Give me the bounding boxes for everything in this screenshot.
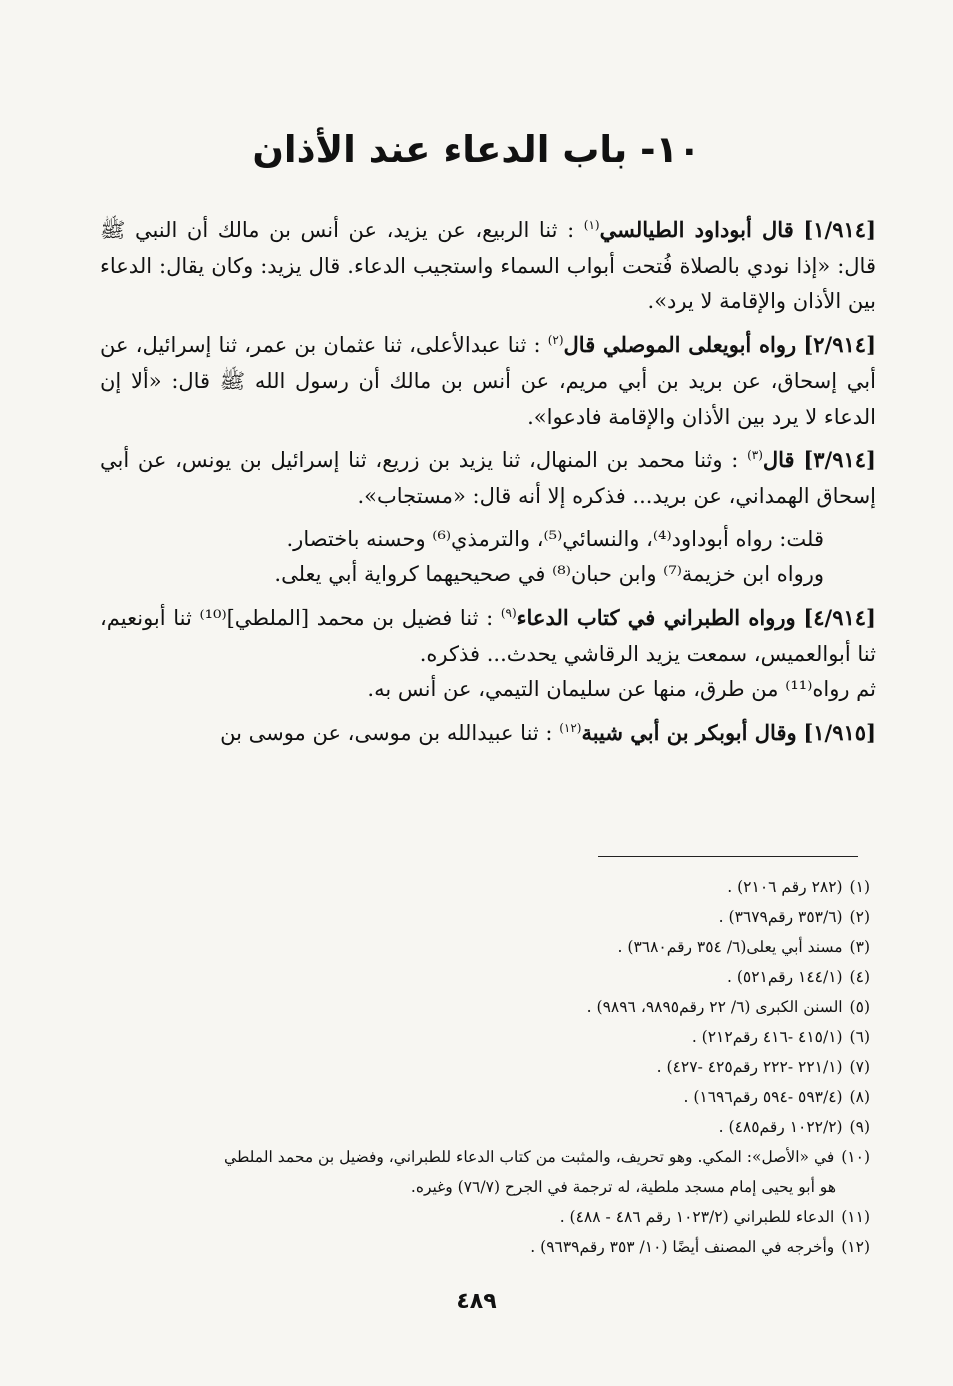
hadith-paragraph-4 [100,600,876,672]
hadith-paragraph-3 [100,442,876,514]
hadith-number: [١/٩١٤] [803,217,877,242]
hadith-paragraph-1 [100,212,876,320]
footnote [100,902,870,932]
footnote-text: الدعاء للطبراني (١٠٢٣/٢ رقم ٤٨٦ - ٤٨٨) . [559,1208,835,1226]
footnote-number: (٢) [849,908,870,926]
footnote [100,1082,870,1112]
hadith-number: [١/٩١٥] [803,720,876,746]
footnote-number: (١٢) [841,1238,870,1256]
hadith-paragraph-2 [100,327,876,435]
qultu-line-2: ورواه ابن خزيمة⁽⁷⁾ وابن حبان⁽⁸⁾ في صحيحيهما كرواية أبي يعلى. [274,562,824,587]
hadith-text: : وثنا محمد بن المنهال، ثنا يزيد بن زريع، ثنا إسرائيل بن يونس، عن أبي إسحاق الهمداني، عن بريد... فذكره إلا أنه قال: «مستجاب». [100,448,876,508]
footnote [100,1232,870,1262]
footnote [100,992,870,1022]
footnote-text: (١٤٤/١ رقم٥٢١) . [726,968,843,986]
qultu-line-1: قلت: رواه أبوداود⁽⁴⁾، والنسائي⁽⁵⁾، والترمذي⁽⁶⁾ وحسنه باختصار. [286,526,824,551]
main-text [100,212,876,759]
hadith-number: [٢/٩١٤] [803,332,876,358]
footnote-number: (١٠) [841,1148,870,1166]
footnote-text: (٤١٥/١ -٤١٦ رقم٢١٢) . [691,1028,843,1046]
footnote-number: (٨) [849,1088,870,1106]
footnote [100,1022,870,1052]
footnote [100,1202,870,1232]
footnote [100,1112,870,1142]
footnote-number: (٦) [849,1028,870,1046]
footnote-text: وأخرجه في المصنف أيضًا (١٠/ ٣٥٣ رقم٩٦٣٩) . [530,1238,835,1256]
footnote-ref: (٩) [500,606,517,621]
thumma-line: ثم رواه⁽¹¹⁾ من طرق، منها عن سليمان التيمي، عن أنس به. [367,677,876,702]
footnote-text: في «الأصل»: المكي. وهو تحريف، والمثبت من كتاب الدعاء للطبراني، وفضيل بن محمد الملطي [224,1148,835,1166]
footnote-ref: (٣) [747,448,763,463]
footnote-ref: (١٢) [559,721,582,736]
hadith-source: قال أبوداود الطيالسي [599,217,794,242]
footnote-number: (٤) [849,968,870,986]
chapter-title: ١٠- باب الدعاء عند الأذان [252,128,701,171]
footnote-text: (٢٨٢ رقم ٢١٠٦) . [727,878,843,896]
footnote-continuation: هو أبو يحيى إمام مسجد ملطية، له ترجمة في الجرح (٧٦/٧) وغيره. [410,1178,836,1196]
footnote-text: (٢٢١/١ -٢٢٢ رقم٤٢٥ -٤٢٧) . [656,1058,843,1076]
footnote-number: (١١) [841,1208,870,1226]
footnote [100,932,870,962]
footnotes [100,872,870,1262]
footnote-number: (٩) [849,1118,870,1136]
hadith-text: : ثنا الربيع، عن يزيد، عن أنس بن مالك أن النبي ﷺ قال: «إذا نودي بالصلاة فُتحت أبواب السماء واستجيب الدعاء. قال يزيد: وكان يقال: الدعاء بين الأذان والإقامة لا يرد». [100,218,876,314]
hadith-text: : ثنا فضيل بن محمد [الملطي]⁽¹⁰⁾ ثنا أبونعيم، ثنا أبوالعميس، سمعت يزيد الرقاشي يحدث... فذكره. [100,606,876,666]
page-number: ٤٨٩ [456,1289,497,1314]
footnote [100,962,870,992]
hadith-source: رواه أبويعلى الموصلي قال [563,332,797,358]
hadith-text: : ثنا عبيدالله بن موسى، عن موسى بن [220,721,553,746]
hadith-paragraph-5 [100,715,876,752]
footnote-text: (١٠٢٢/٢ رقم٤٨٥) . [718,1118,843,1136]
footnote-ref: (١) [583,218,600,232]
footnote-text: السنن الكبرى (٦/ ٢٢ رقم٩٨٩٥، ٩٨٩٦) . [586,998,843,1016]
footnote-separator [598,856,858,857]
footnote-text: (٥٩٣/٤ -٥٩٤ رقم١٦٩٦) . [683,1088,843,1106]
footnote-number: (٣) [849,938,870,956]
hadith-number: [٤/٩١٤] [803,605,876,631]
hadith-text: : ثنا عبدالأعلى، ثنا عثمان بن عمر، ثنا إسرائيل، عن أبي إسحاق، عن بريد بن أبي مريم، عن أنس بن مالك أن رسول الله ﷺ قال: «ألا إن الدعاء لا يرد بين الأذان والإقامة فادعوا». [100,333,876,429]
hadith-source: وقال أبوبكر بن أبي شيبة [581,720,797,746]
hadith-source: ورواه الطبراني في كتاب الدعاء [516,605,796,631]
hadith-source: قال [762,447,795,473]
footnote [100,872,870,902]
footnote-number: (١) [849,878,870,896]
hadith-number: [٣/٩١٤] [803,447,876,473]
footnote [100,1052,870,1082]
footnote-ref: (٢) [547,333,564,348]
footnote-number: (٥) [849,998,870,1016]
footnote [100,1142,870,1172]
footnote-number: (٧) [849,1058,870,1076]
footnote-text: (٣٥٣/٦ رقم٣٦٧٩) . [718,908,843,926]
footnote-text: مسند أبي يعلى(٦/ ٣٥٤ رقم٣٦٨٠) . [617,938,843,956]
